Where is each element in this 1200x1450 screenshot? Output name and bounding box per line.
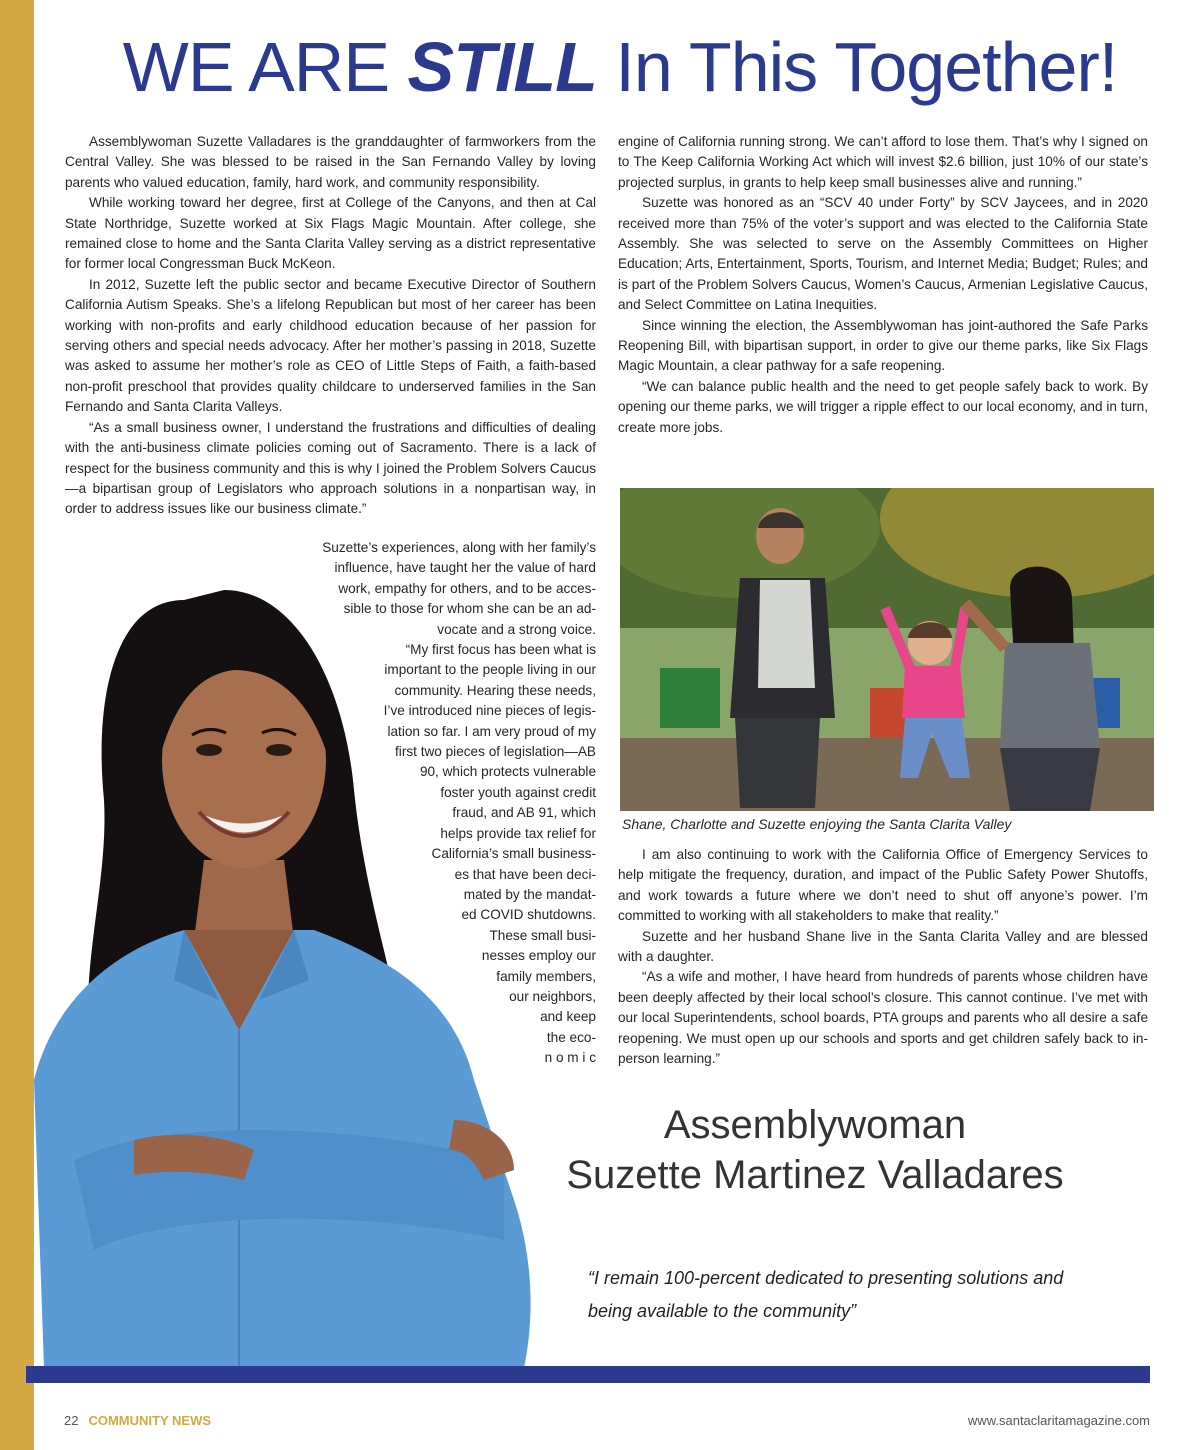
title-emphasis: STILL [407,28,597,106]
article-right-column-bottom [618,845,1148,1069]
text-line: ed COVID shutdowns. [461,907,596,923]
paragraph: Suzette was honored as an “SCV 40 under Forty” by SCV Jaycees, and in 2020 received more than 75% of the voter’s support and was elected to the California State Assembly. She was selected to serve on the Assembly Committees on Higher Education; Arts, Entertainment, Sports, Tourism, and Internet Media; Budget; Rules; and is part of the Problem Solvers Caucus, Women’s Caucus, Armenian Legislative Caucus, and Select Committee on Latina Inequities. [618,195,1148,313]
text-line: 90, which protects vulnerable [419,764,596,780]
paragraph: “As a wife and mother, I have heard from hundreds of parents whose children have been deeply affected by their local school’s closure. This cannot continue. I’ve met with our local Superintendents, school boards, PTA groups and parents who all desire a safe reopening. We must open up our schools and sports and get children safely back to in-person learning.” [618,969,1148,1067]
name-line-1: Assemblywoman [663,1103,967,1147]
name-line-2: Suzette Martinez Valladares [566,1153,1064,1197]
title-part2: In This Together! [596,28,1118,106]
family-photo [620,488,1154,811]
text-line: influence, have taught her the value of hard [334,560,596,576]
paragraph: Assemblywoman Suzette Valladares is the granddaughter of farmworkers from the Central Valley. She was blessed to be raised in the San Fernando Valley by loving parents who valued education, family, hard work, and community responsibility. [65,134,596,190]
article-right-column-top [618,132,1148,438]
text-line: These small busi- [489,927,596,943]
paragraph: “As a small business owner, I understand the frustrations and difficulties of dealing with the anti-business climate policies coming out of Sacramento. There is a lack of respect for the business community and this is why I joined the Problem Solvers Caucus—a bipartisan group of Legislators who approach solutions in a nonpartisan way, in order to address issues like our business climate.” [65,419,596,517]
paragraph: “We can balance public health and the need to get people safely back to work. By opening our theme parks, we will trigger a ripple effect to our local economy, and in turn, create more jobs. [618,378,1148,435]
text-line: sible to those for whom she can be an ad- [343,601,596,617]
text-line: I’ve introduced nine pieces of legis- [383,703,596,719]
text-line: California’s small business- [431,846,596,862]
text-line: community. Hearing these needs, [394,682,596,698]
name-heading [545,1100,1085,1200]
text-line: vocate and a strong voice. [437,621,596,637]
text-line: Suzette’s experiences, along with her family’s [322,540,596,555]
footer-website: www.santaclaritamagazine.com [967,1413,1150,1428]
footer-left [64,1413,211,1428]
text-line: helps provide tax relief for [440,825,596,841]
text-line: es that have been deci- [454,866,596,882]
paragraph: While working toward her degree, first at College of the Canyons, and then at Cal State Northridge, Suzette worked at Six Flags Magic Mountain. After college, she remained close to home and the Santa Clarita Valley serving as a district representative for former local Congressman Buck McKeon. [65,195,596,272]
text-line: work, empathy for others, and to be acces- [338,580,596,596]
text-line: family members, [496,968,596,984]
article-left-column [65,132,596,520]
text-line: mated by the mandat- [463,886,596,902]
text-line: our neighbors, [509,988,596,1004]
paragraph: I am also continuing to work with the California Office of Emergency Services to help mitigate the frequency, duration, and impact of the Public Safety Power Shutoffs, and work towards a future where we don’t need to shut off anyone’s power. I’m committed to working with all stakeholders to make that reality.” [618,847,1148,924]
text-line: important to the people living in our [384,662,596,678]
text-line: first two pieces of legislation—AB [395,744,596,760]
page-title [40,22,1200,112]
text-line: fraud, and AB 91, which [452,805,596,821]
text-line: “My first focus has been what is [405,642,596,658]
text-line: lation so far. I am very proud of my [387,723,596,739]
pull-quote: “I remain 100-percent dedicated to presenting solutions and being available to the community” [588,1268,1064,1321]
page-number: 22 [64,1413,79,1428]
paragraph: Suzette and her husband Shane live in the Santa Clarita Valley and are blessed with a daughter. [618,928,1148,965]
photo-caption: Shane, Charlotte and Suzette enjoying the Santa Clarita Valley [622,816,1012,832]
text-line: and keep [540,1009,596,1025]
paragraph: Since winning the election, the Assemblywoman has joint-authored the Safe Parks Reopening Bill, with bipartisan support, in order to give our theme parks, like Six Flags Magic Mountain, a clear pathway for a safe reopening. [618,317,1148,374]
text-line: n o m i c [544,1050,596,1066]
title-part1: WE ARE [122,28,408,106]
paragraph: engine of California running strong. We can’t afford to lose them. That’s why I signed on to The Keep California Working Act which will invest $2.6 billion, just 10% of our state’s projected surplus, in grants to help keep small businesses alive and running.” [618,134,1148,190]
navy-divider-bar [26,1366,1150,1383]
gold-side-bar [0,0,34,1450]
wrapped-text-column [270,538,596,1069]
paragraph: In 2012, Suzette left the public sector and became Executive Director of Southern California Autism Speaks. She’s a lifelong Republican but most of her career has been working with non-profits and early childhood education because of her passion for serving others and special needs advocacy. After her mother’s passing in 2018, Suzette was asked to assume her mother’s role as CEO of Little Steps of Faith, a faith-based non-profit preschool that provides quality childcare to underserved families in the San Fernando and Santa Clarita Valleys. [65,276,596,415]
section-name: COMMUNITY NEWS [88,1413,212,1428]
text-line: nesses employ our [481,948,596,964]
text-line: the eco- [546,1029,596,1045]
text-line: foster youth against credit [440,784,596,800]
